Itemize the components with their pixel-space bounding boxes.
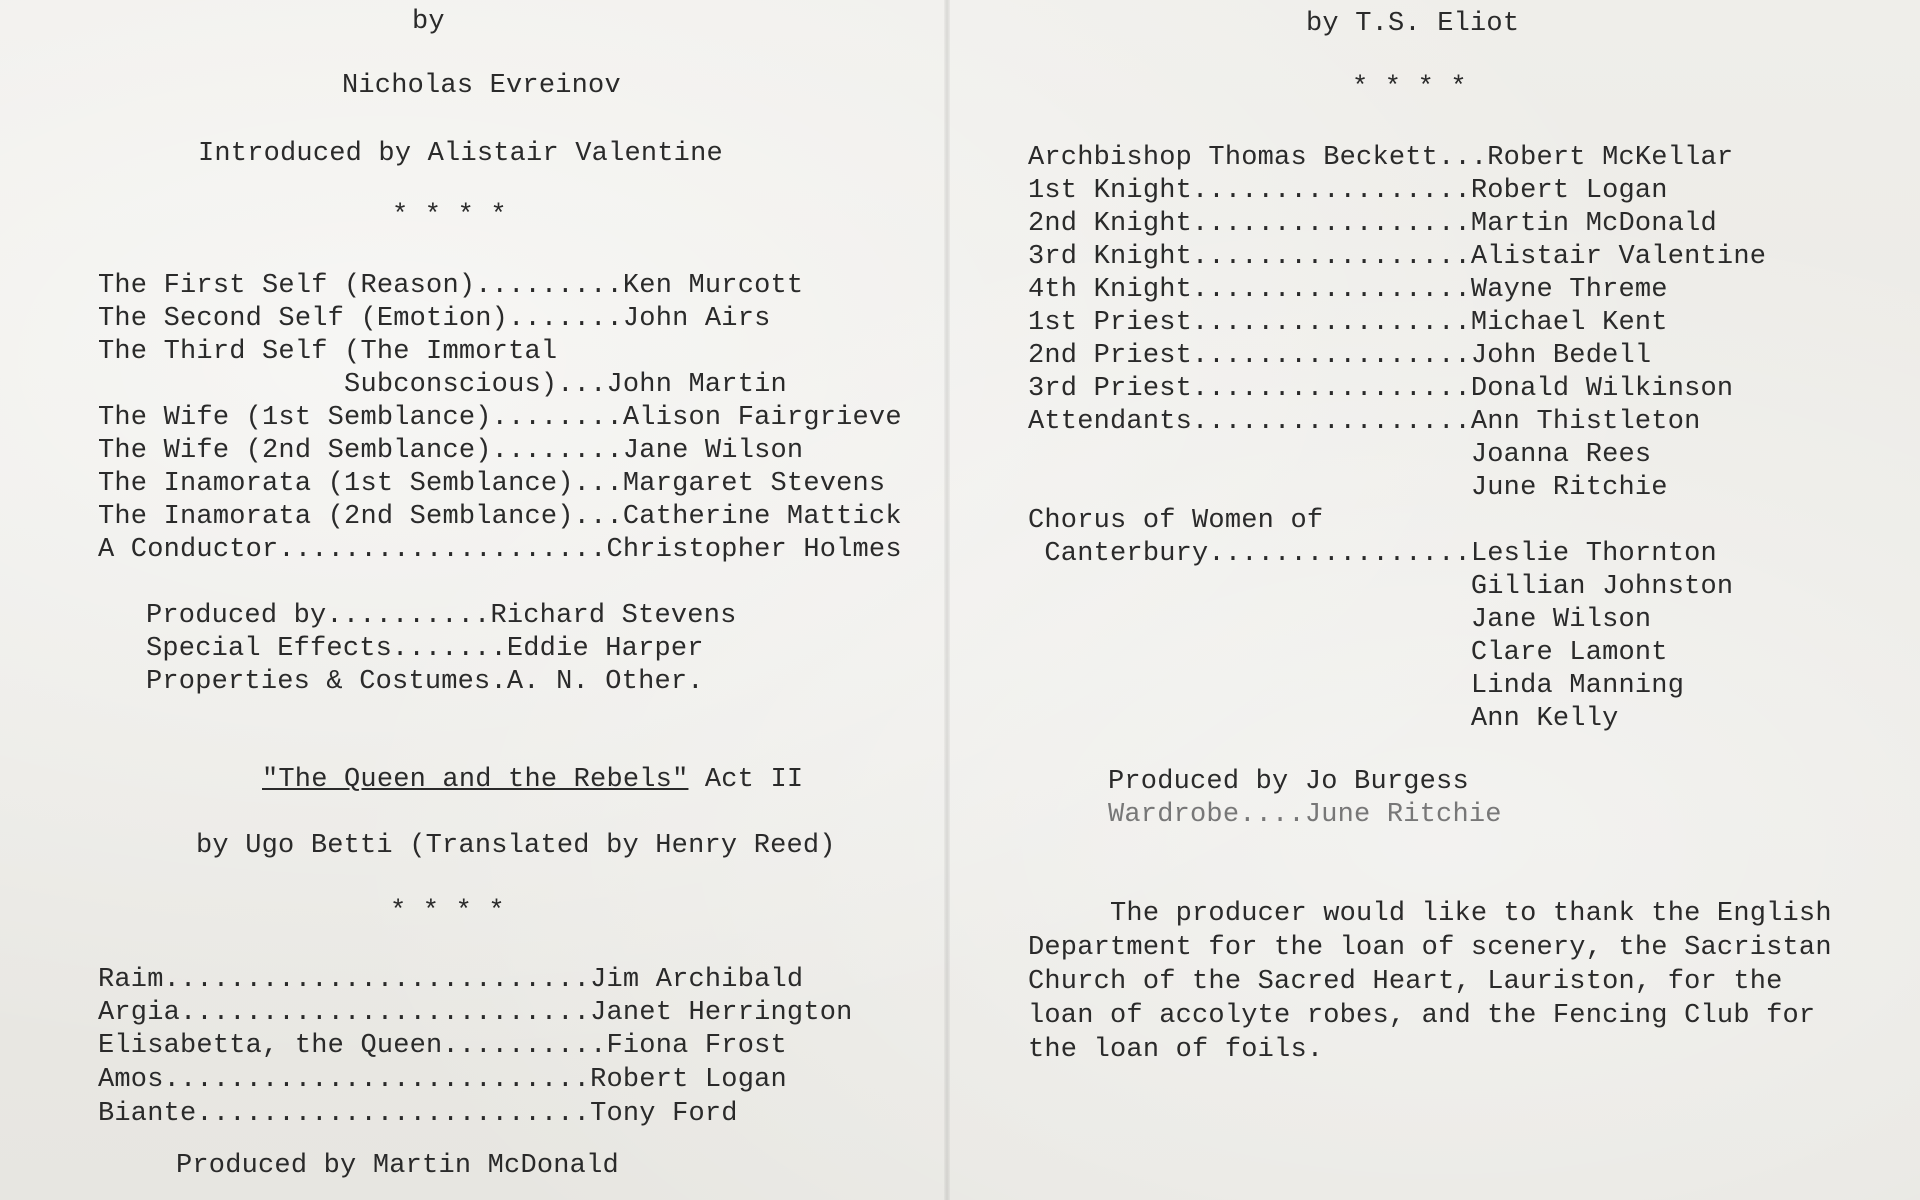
chorus-line: Chorus of Women of [1028, 506, 1324, 536]
cast-line: 3rd Knight.................Alistair Valentine [1028, 242, 1767, 272]
thanks-line: loan of accolyte robes, and the Fencing Club for [1028, 1001, 1816, 1031]
cast-line: The Third Self (The Immortal [98, 337, 558, 367]
chorus-line: Linda Manning [1028, 671, 1685, 701]
cast-line: 1st Priest.................Michael Kent [1028, 308, 1668, 338]
thanks-line: the loan of foils. [1028, 1035, 1324, 1065]
left-produced-2: Produced by Martin McDonald [176, 1151, 619, 1181]
cast-line: Subconscious)...John Martin [98, 370, 787, 400]
play2-act: Act II [688, 765, 804, 795]
left-stars: * * * * [392, 201, 507, 231]
chorus-line: Jane Wilson [1028, 605, 1652, 635]
cast-line: Amos..........................Robert Logan [98, 1065, 787, 1095]
left-stars-2: * * * * [390, 897, 505, 927]
play2-heading [262, 764, 803, 797]
thanks-line: Church of the Sacred Heart, Lauriston, for the [1028, 967, 1783, 997]
cast-line: The Inamorata (1st Semblance)...Margaret Stevens [98, 469, 886, 499]
cast-line: The First Self (Reason).........Ken Murcott [98, 271, 804, 301]
play2-title: "The Queen and the Rebels" [262, 765, 689, 795]
page-fold [944, 0, 950, 1200]
cast-line: The Wife (2nd Semblance)........Jane Wilson [98, 436, 804, 466]
thanks-line: Department for the loan of scenery, the Sacristan [1028, 933, 1832, 963]
right-by: by T.S. Eliot [1306, 9, 1520, 39]
chorus-line: Ann Kelly [1028, 704, 1619, 734]
cast-line: The Second Self (Emotion).......John Airs [98, 304, 771, 334]
cast-line: Elisabetta, the Queen..........Fiona Frost [98, 1031, 787, 1061]
left-by: by [412, 7, 445, 37]
cast-line: 3rd Priest.................Donald Wilkinson [1028, 374, 1734, 404]
cast-line: Biante........................Tony Ford [98, 1099, 738, 1129]
cast-line: 4th Knight.................Wayne Threme [1028, 275, 1668, 305]
credit-line: Properties & Costumes.A. N. Other. [146, 667, 704, 697]
cast-line: 1st Knight.................Robert Logan [1028, 176, 1668, 206]
credit-line: Wardrobe....June Ritchie [1108, 800, 1502, 830]
thanks-line: The producer would like to thank the English [1028, 899, 1832, 929]
credit-line: Produced by Jo Burgess [1108, 767, 1469, 797]
cast-line: The Wife (1st Semblance)........Alison Fairgrieve [98, 403, 902, 433]
cast-line: 2nd Knight.................Martin McDonald [1028, 209, 1717, 239]
cast-line: 2nd Priest.................John Bedell [1028, 341, 1652, 371]
cast-line: A Conductor....................Christopher Holmes [98, 535, 902, 565]
credit-line: Produced by..........Richard Stevens [146, 601, 737, 631]
cast-line: Argia.........................Janet Herrington [98, 998, 853, 1028]
chorus-line: Canterbury................Leslie Thornton [1028, 539, 1717, 569]
play2-by: by Ugo Betti (Translated by Henry Reed) [196, 831, 836, 861]
right-stars: * * * * [1352, 73, 1467, 103]
cast-line: Raim..........................Jim Archibald [98, 965, 804, 995]
left-introduced: Introduced by Alistair Valentine [198, 139, 723, 169]
cast-line: Joanna Rees [1028, 440, 1652, 470]
chorus-line: Gillian Johnston [1028, 572, 1734, 602]
cast-line: Attendants.................Ann Thistleton [1028, 407, 1701, 437]
cast-line: The Inamorata (2nd Semblance)...Catherine Mattick [98, 502, 902, 532]
cast-line: Archbishop Thomas Beckett...Robert McKellar [1028, 143, 1734, 173]
chorus-line: Clare Lamont [1028, 638, 1668, 668]
left-author: Nicholas Evreinov [342, 71, 621, 101]
cast-line: June Ritchie [1028, 473, 1668, 503]
credit-line: Special Effects.......Eddie Harper [146, 634, 704, 664]
